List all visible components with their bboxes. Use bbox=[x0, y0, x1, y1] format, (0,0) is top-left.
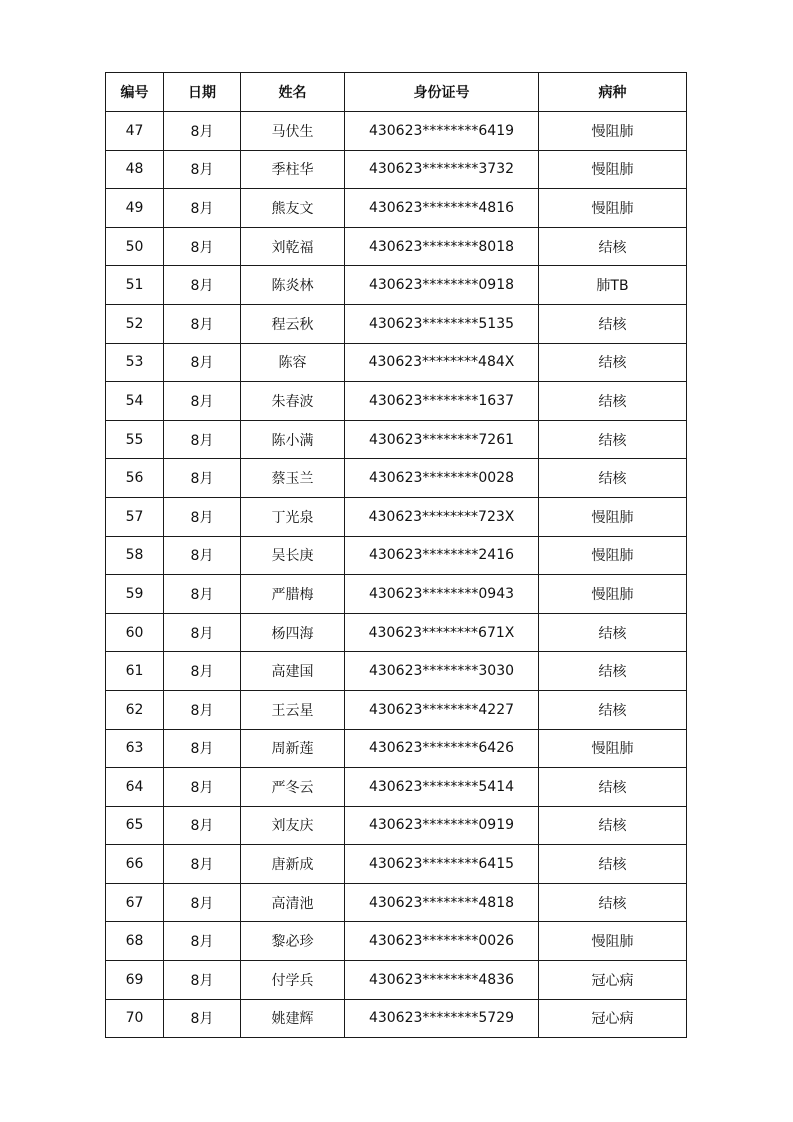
cell-name: 姚建辉 bbox=[241, 999, 345, 1038]
cell-date: 8月 bbox=[164, 961, 241, 1000]
cell-date: 8月 bbox=[164, 652, 241, 691]
cell-number: 67 bbox=[106, 883, 164, 922]
cell-date: 8月 bbox=[164, 536, 241, 575]
cell-id-number: 430623********2416 bbox=[345, 536, 539, 575]
cell-number: 57 bbox=[106, 497, 164, 536]
cell-date: 8月 bbox=[164, 575, 241, 614]
cell-id-number: 430623********723X bbox=[345, 497, 539, 536]
cell-id-number: 430623********0028 bbox=[345, 459, 539, 498]
cell-date: 8月 bbox=[164, 497, 241, 536]
cell-id-number: 430623********6419 bbox=[345, 112, 539, 151]
cell-id-number: 430623********4227 bbox=[345, 690, 539, 729]
cell-number: 56 bbox=[106, 459, 164, 498]
header-id-number: 身份证号 bbox=[345, 73, 539, 112]
table-row bbox=[106, 420, 687, 459]
cell-date: 8月 bbox=[164, 729, 241, 768]
cell-number: 58 bbox=[106, 536, 164, 575]
cell-id-number: 430623********4816 bbox=[345, 189, 539, 228]
cell-name: 陈炎林 bbox=[241, 266, 345, 305]
cell-id-number: 430623********4836 bbox=[345, 961, 539, 1000]
cell-number: 68 bbox=[106, 922, 164, 961]
cell-date: 8月 bbox=[164, 112, 241, 151]
cell-name: 马伏生 bbox=[241, 112, 345, 151]
cell-disease: 肺TB bbox=[539, 266, 687, 305]
table-row bbox=[106, 382, 687, 421]
cell-disease: 结核 bbox=[539, 343, 687, 382]
header-date: 日期 bbox=[164, 73, 241, 112]
table-row bbox=[106, 999, 687, 1038]
cell-disease: 结核 bbox=[539, 883, 687, 922]
cell-date: 8月 bbox=[164, 227, 241, 266]
cell-disease: 冠心病 bbox=[539, 961, 687, 1000]
table-row bbox=[106, 690, 687, 729]
cell-date: 8月 bbox=[164, 459, 241, 498]
cell-date: 8月 bbox=[164, 922, 241, 961]
cell-id-number: 430623********484X bbox=[345, 343, 539, 382]
cell-disease: 慢阻肺 bbox=[539, 536, 687, 575]
cell-date: 8月 bbox=[164, 343, 241, 382]
cell-date: 8月 bbox=[164, 266, 241, 305]
cell-date: 8月 bbox=[164, 768, 241, 807]
cell-id-number: 430623********8018 bbox=[345, 227, 539, 266]
cell-name: 高清池 bbox=[241, 883, 345, 922]
table-row bbox=[106, 922, 687, 961]
cell-name: 刘友庆 bbox=[241, 806, 345, 845]
cell-name: 周新莲 bbox=[241, 729, 345, 768]
cell-date: 8月 bbox=[164, 613, 241, 652]
cell-name: 程云秋 bbox=[241, 304, 345, 343]
cell-id-number: 430623********5729 bbox=[345, 999, 539, 1038]
cell-id-number: 430623********4818 bbox=[345, 883, 539, 922]
cell-id-number: 430623********6426 bbox=[345, 729, 539, 768]
cell-name: 黎必珍 bbox=[241, 922, 345, 961]
cell-disease: 结核 bbox=[539, 227, 687, 266]
cell-date: 8月 bbox=[164, 304, 241, 343]
cell-name: 蔡玉兰 bbox=[241, 459, 345, 498]
cell-id-number: 430623********671X bbox=[345, 613, 539, 652]
cell-disease: 结核 bbox=[539, 304, 687, 343]
table-row bbox=[106, 189, 687, 228]
table-row bbox=[106, 304, 687, 343]
cell-number: 52 bbox=[106, 304, 164, 343]
table-row bbox=[106, 768, 687, 807]
cell-number: 66 bbox=[106, 845, 164, 884]
header-name: 姓名 bbox=[241, 73, 345, 112]
cell-date: 8月 bbox=[164, 845, 241, 884]
cell-disease: 结核 bbox=[539, 420, 687, 459]
cell-name: 熊友文 bbox=[241, 189, 345, 228]
cell-name: 杨四海 bbox=[241, 613, 345, 652]
cell-disease: 结核 bbox=[539, 652, 687, 691]
cell-number: 54 bbox=[106, 382, 164, 421]
cell-name: 陈容 bbox=[241, 343, 345, 382]
cell-disease: 慢阻肺 bbox=[539, 112, 687, 151]
cell-date: 8月 bbox=[164, 690, 241, 729]
cell-number: 70 bbox=[106, 999, 164, 1038]
cell-number: 49 bbox=[106, 189, 164, 228]
cell-number: 51 bbox=[106, 266, 164, 305]
cell-id-number: 430623********0026 bbox=[345, 922, 539, 961]
cell-id-number: 430623********0943 bbox=[345, 575, 539, 614]
cell-disease: 慢阻肺 bbox=[539, 575, 687, 614]
cell-date: 8月 bbox=[164, 806, 241, 845]
table-row bbox=[106, 266, 687, 305]
cell-date: 8月 bbox=[164, 382, 241, 421]
cell-id-number: 430623********7261 bbox=[345, 420, 539, 459]
table-row bbox=[106, 112, 687, 151]
cell-date: 8月 bbox=[164, 420, 241, 459]
cell-id-number: 430623********5414 bbox=[345, 768, 539, 807]
cell-number: 59 bbox=[106, 575, 164, 614]
cell-disease: 结核 bbox=[539, 845, 687, 884]
cell-id-number: 430623********5135 bbox=[345, 304, 539, 343]
cell-name: 严腊梅 bbox=[241, 575, 345, 614]
cell-disease: 冠心病 bbox=[539, 999, 687, 1038]
cell-id-number: 430623********3030 bbox=[345, 652, 539, 691]
cell-name: 陈小满 bbox=[241, 420, 345, 459]
cell-name: 刘乾福 bbox=[241, 227, 345, 266]
cell-disease: 慢阻肺 bbox=[539, 497, 687, 536]
cell-name: 严冬云 bbox=[241, 768, 345, 807]
cell-id-number: 430623********6415 bbox=[345, 845, 539, 884]
cell-number: 47 bbox=[106, 112, 164, 151]
cell-number: 61 bbox=[106, 652, 164, 691]
cell-number: 53 bbox=[106, 343, 164, 382]
cell-date: 8月 bbox=[164, 189, 241, 228]
cell-number: 55 bbox=[106, 420, 164, 459]
header-disease: 病种 bbox=[539, 73, 687, 112]
cell-disease: 结核 bbox=[539, 459, 687, 498]
cell-name: 吴长庚 bbox=[241, 536, 345, 575]
table-row bbox=[106, 806, 687, 845]
table-row bbox=[106, 575, 687, 614]
header-number: 编号 bbox=[106, 73, 164, 112]
table-row bbox=[106, 883, 687, 922]
cell-name: 付学兵 bbox=[241, 961, 345, 1000]
table-row bbox=[106, 536, 687, 575]
table-row bbox=[106, 459, 687, 498]
cell-id-number: 430623********3732 bbox=[345, 150, 539, 189]
table-row bbox=[106, 150, 687, 189]
cell-date: 8月 bbox=[164, 150, 241, 189]
cell-name: 高建国 bbox=[241, 652, 345, 691]
table-row bbox=[106, 227, 687, 266]
cell-disease: 慢阻肺 bbox=[539, 922, 687, 961]
header-row bbox=[106, 73, 687, 112]
cell-disease: 结核 bbox=[539, 768, 687, 807]
cell-disease: 结核 bbox=[539, 613, 687, 652]
cell-number: 62 bbox=[106, 690, 164, 729]
table-row bbox=[106, 845, 687, 884]
cell-disease: 结核 bbox=[539, 690, 687, 729]
cell-number: 65 bbox=[106, 806, 164, 845]
cell-id-number: 430623********1637 bbox=[345, 382, 539, 421]
table-row bbox=[106, 729, 687, 768]
cell-date: 8月 bbox=[164, 999, 241, 1038]
cell-id-number: 430623********0918 bbox=[345, 266, 539, 305]
cell-id-number: 430623********0919 bbox=[345, 806, 539, 845]
patient-table bbox=[105, 72, 687, 1038]
cell-disease: 慢阻肺 bbox=[539, 189, 687, 228]
cell-disease: 结核 bbox=[539, 806, 687, 845]
cell-disease: 结核 bbox=[539, 382, 687, 421]
cell-number: 64 bbox=[106, 768, 164, 807]
table-row bbox=[106, 652, 687, 691]
cell-name: 丁光泉 bbox=[241, 497, 345, 536]
cell-name: 唐新成 bbox=[241, 845, 345, 884]
cell-number: 63 bbox=[106, 729, 164, 768]
cell-name: 王云星 bbox=[241, 690, 345, 729]
cell-number: 60 bbox=[106, 613, 164, 652]
cell-number: 48 bbox=[106, 150, 164, 189]
table-row bbox=[106, 343, 687, 382]
table-row bbox=[106, 497, 687, 536]
cell-number: 50 bbox=[106, 227, 164, 266]
cell-disease: 慢阻肺 bbox=[539, 729, 687, 768]
cell-date: 8月 bbox=[164, 883, 241, 922]
cell-name: 季柱华 bbox=[241, 150, 345, 189]
cell-disease: 慢阻肺 bbox=[539, 150, 687, 189]
table-row bbox=[106, 961, 687, 1000]
cell-name: 朱春波 bbox=[241, 382, 345, 421]
cell-number: 69 bbox=[106, 961, 164, 1000]
table-row bbox=[106, 613, 687, 652]
